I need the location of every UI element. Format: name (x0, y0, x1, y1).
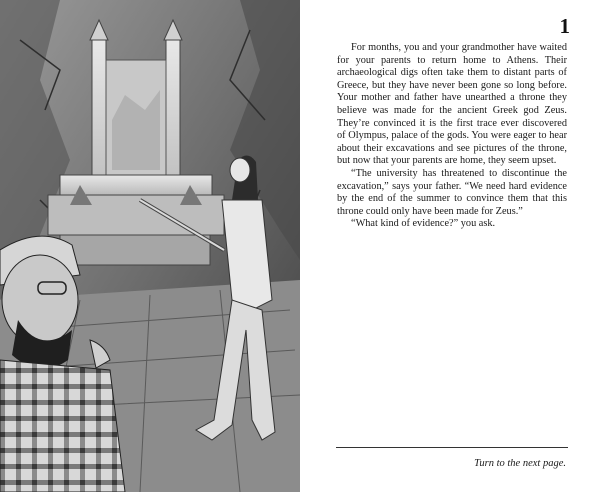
story-paragraph-2: “The university has threatened to discontinue the excavation,” says your father. “We need hard evidence by the end of the summer to convince them that this throne could only have been made for Zeus.” (337, 167, 567, 217)
footer-divider (336, 447, 568, 448)
story-paragraph-3: “What kind of evidence?” you ask. (351, 218, 496, 230)
story-paragraph-1: For months, you and your grandmother have waited for your parents to return home to Athens. Their archaeological digs often take them to distant parts of Greece, but they have never been gone so long before. Your mother and father have unearthed a throne they believe was made for the ancient Greek god Zeus. They’re convinced it is the first trace ever discovered of Olympus, palace of the gods. You were eager to hear about their excavations and see pictures of the throne, but now that your parents are home, they seem upset. (337, 42, 567, 167)
text-page (300, 0, 600, 492)
story-text (337, 42, 567, 231)
turn-page-instruction: Turn to the next page. (474, 458, 566, 469)
page-number: 1 (559, 14, 570, 38)
